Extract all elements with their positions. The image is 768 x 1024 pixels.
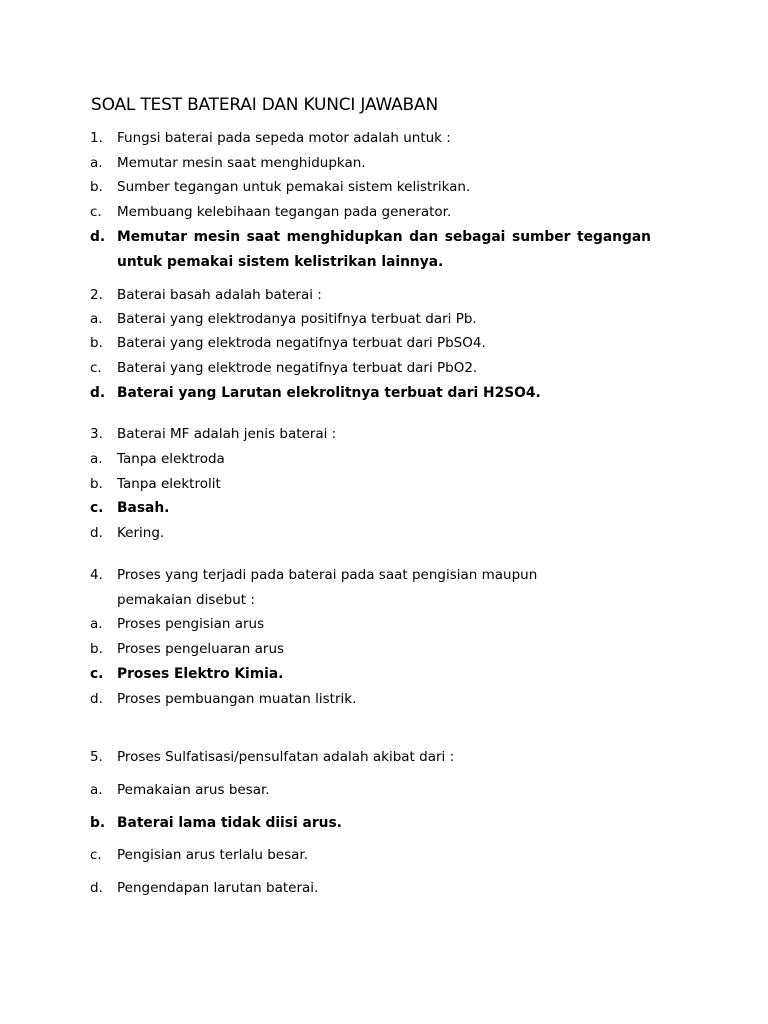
option-text: Pengisian arus terlalu besar.	[117, 847, 309, 863]
option-text: Proses pengeluaran arus	[117, 641, 285, 657]
option-text: Proses pembuangan muatan listrik.	[117, 691, 357, 707]
option-text: Baterai yang Larutan elekrolitnya terbuat dari H2SO4.	[117, 385, 541, 401]
question-number: 4.	[90, 567, 103, 583]
option-1d-continuation: untuk pemakai sistem kelistrikan lainnya.	[117, 254, 444, 270]
option-label: a.	[90, 451, 103, 467]
question-text: Baterai basah adalah baterai :	[117, 287, 322, 303]
option-text: Baterai lama tidak diisi arus.	[117, 815, 342, 831]
option-label: b.	[90, 179, 103, 195]
question-number: 5.	[90, 749, 103, 765]
option-text: Baterai yang elektrode negatifnya terbuat dari PbO2.	[117, 360, 478, 376]
option-label: c.	[90, 204, 102, 220]
question-number: 1.	[90, 130, 103, 146]
question-number: 3.	[90, 426, 103, 442]
option-text: Pengendapan larutan baterai.	[117, 880, 319, 896]
question-text: Fungsi baterai pada sepeda motor adalah untuk :	[117, 130, 451, 146]
option-label: a.	[90, 311, 103, 327]
option-text: Proses pengisian arus	[117, 616, 265, 632]
option-label: b.	[90, 641, 103, 657]
option-label: d.	[90, 525, 103, 541]
option-text: Memutar mesin saat menghidupkan.	[117, 155, 366, 171]
option-label: b.	[90, 815, 106, 831]
option-label: d.	[90, 880, 103, 896]
option-label: b.	[90, 476, 103, 492]
option-text: Baterai yang elektroda negatifnya terbuat dari PbSO4.	[117, 335, 486, 351]
option-label: a.	[90, 616, 103, 632]
option-text: Membuang kelebihaan tegangan pada generator.	[117, 204, 452, 220]
document-title: SOAL TEST BATERAI DAN KUNCI JAWABAN	[91, 95, 438, 115]
option-label: d.	[90, 385, 106, 401]
question-4-continuation: pemakaian disebut :	[117, 592, 255, 608]
question-text: Baterai MF adalah jenis baterai :	[117, 426, 337, 442]
option-text: Baterai yang elektrodanya positifnya terbuat dari Pb.	[117, 311, 477, 327]
option-text: Tanpa elektrolit	[117, 476, 221, 492]
option-label: a.	[90, 782, 103, 798]
question-text: Proses Sulfatisasi/pensulfatan adalah akibat dari :	[117, 749, 455, 765]
option-label: d.	[90, 691, 103, 707]
option-text: Sumber tegangan untuk pemakai sistem kelistrikan.	[117, 179, 471, 195]
option-text: Basah.	[117, 500, 170, 516]
option-label: a.	[90, 155, 103, 171]
option-label: c.	[90, 666, 104, 682]
option-text: Tanpa elektroda	[117, 451, 225, 467]
question-number: 2.	[90, 287, 103, 303]
option-label: b.	[90, 335, 103, 351]
option-text: Kering.	[117, 525, 165, 541]
option-label: d.	[90, 229, 106, 245]
option-text: Memutar mesin saat menghidupkan dan sebagai sumber tegangan	[117, 229, 651, 245]
question-text: Proses yang terjadi pada baterai pada saat pengisian maupun	[117, 567, 538, 583]
option-label: c.	[90, 847, 102, 863]
option-text: Proses Elektro Kimia.	[117, 666, 284, 682]
option-label: c.	[90, 360, 102, 376]
option-text: Pemakaian arus besar.	[117, 782, 270, 798]
option-label: c.	[90, 500, 104, 516]
